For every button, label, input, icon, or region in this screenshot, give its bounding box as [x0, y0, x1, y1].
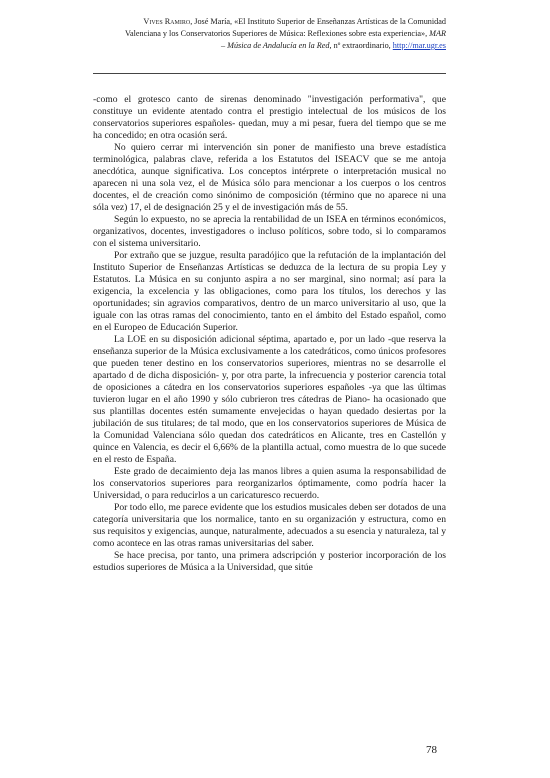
body-paragraph: -como el grotesco canto de sirenas denominado "investigación performativa", que constituye un evidente atentado contra el prestigio intelectual de los músicos de los conservatorios superiores españoles- quedan, muy a mi pesar, fuera del tiempo que se me ha concedido; en otra ocasión será. [93, 94, 446, 141]
body-paragraph: Por extraño que se juzgue, resulta paradójico que la refutación de la implantación del Instituto Superior de Enseñanzas Artísticas se deduzca de la lectura de su propia Ley y Estatutos. La Música en su conjunto aspira a no ser marginal, sino normal; así para la exigencia, la excelencia y las obligaciones, como para los títulos, los derechos y las oportunidades; sin agravios comparativos, dentro de un marco universitario al uso, que la iguale con las otras ramas del conocimiento, tanto en el ámbito del Estado español, como en el Europeo de Educación Superior. [93, 250, 446, 333]
body-paragraph: Según lo expuesto, no se aprecia la rentabilidad de un ISEA en términos económicos, organizativos, docentes, investigadores o incluso políticos, sobre todo, si lo comparamos con el sistema universitario. [93, 214, 446, 249]
body-paragraph: Por todo ello, me parece evidente que los estudios musicales deben ser dotados de una categoría universitaria que los normalice, tanto en su organización y estructura, como en sus requisitos y exigencias, aunque, naturalmente, adecuados a su esencia y naturaleza, tal y como acontece en las otras ramas universitarias del saber. [93, 502, 446, 549]
journal-abbreviation: MAR [429, 29, 446, 38]
body-paragraph: Se hace precisa, por tanto, una primera adscripción y posterior incorporación de los estudios superiores de Música a la Universidad, que sitúe [93, 550, 446, 573]
journal-url-link[interactable]: http://mar.ugr.es [392, 41, 446, 50]
citation-author: Vives Ramiro [143, 17, 191, 26]
citation-line-3 [96, 40, 446, 52]
page-number: 78 [426, 744, 437, 756]
body-paragraph: No quiero cerrar mi intervención sin poner de manifiesto una breve estadística terminológica, palabras clave, referida a los Estatutos del ISEACV que se me antoja anecdótica, aunque significativa. Los conceptos intérprete o interpretación musical no aparecen ni una sola vez, el de Música sólo para mencionar a los cuerpos o los centros docentes, el de creación como sinónimo de composición (término que no aparece ni una sóla vez) 17, el de designación 25 y el de investigación más de 55. [93, 142, 446, 213]
journal-name: – Música de Andalucía en la Red [220, 41, 330, 50]
header-divider [93, 73, 446, 74]
citation-title-start: , José María, «El Instituto Superior de Enseñanzas Artísticas de la Comunidad [190, 17, 446, 26]
citation-line-1 [96, 16, 446, 28]
body-paragraph: Este grado de decaimiento deja las manos libres a quien asuma la responsabilidad de los conservatorios superiores para reorganizarlos óptimamente, como podría hacer la Universidad, o para reducirlos a un caricaturesco recuerdo. [93, 466, 446, 501]
body-paragraph: La LOE en su disposición adicional séptima, apartado e, por un lado -que reserva la enseñanza superior de la Música exclusivamente a los catedráticos, como únicos profesores que pueden tener destino en los conservatorios superiores, mientras no se desarrolle el apartado d de dicha disposición- y, por otra parte, la infrecuencia y posterior carencia total de oposiciones a cátedra en los conservatorios superiores españoles -ya que las últimas tuvieron lugar en el año 1990 y sólo cubrieron tres cátedras de Piano- ha ocasionado que sus plantillas docentes estén sumamente envejecidas o hayan quedado desiertas por la jubilación de sus titulares; de tal modo, que en los conservatorios superiores de Música de la Comunidad Valenciana sólo quedan dos catedráticos en Alicante, tres en Castellón y quince en Valencia, es decir el 6,66% de la plantilla actual, como muestra de lo que sucede en el resto de España. [93, 334, 446, 465]
citation-title-end: Valenciana y los Conservatorios Superiores de Música: Reflexiones sobre esta experiencia», [124, 29, 430, 38]
citation-line-2 [96, 28, 446, 40]
citation-header [96, 16, 446, 52]
citation-issue: , nº extraordinario, [329, 41, 393, 50]
article-body [93, 94, 446, 574]
